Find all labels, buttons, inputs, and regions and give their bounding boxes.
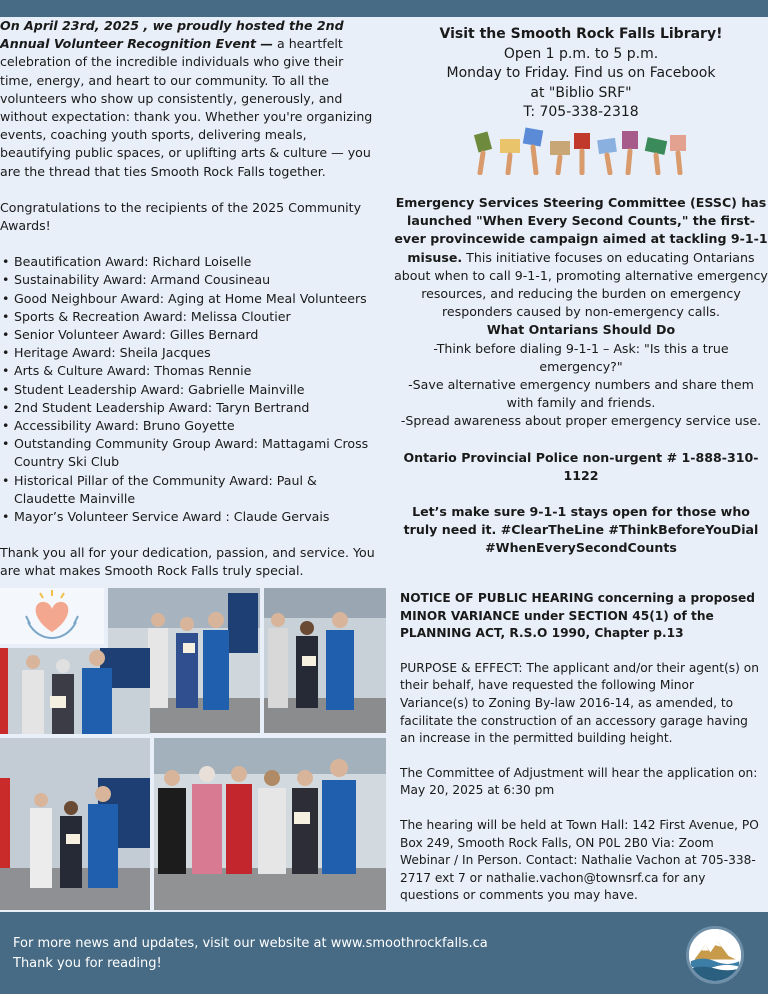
right-column bbox=[394, 17, 768, 903]
town-logo bbox=[686, 926, 744, 984]
photo-group-3 bbox=[0, 648, 150, 734]
essc-section bbox=[394, 194, 768, 558]
thanks-text: Thank you all for your dedication, passion, and service. You are what makes Smooth Rock Falls truly special. bbox=[0, 545, 375, 579]
award-item: • Historical Pillar of the Community Award: Paul & Claudette Mainville bbox=[0, 472, 378, 508]
library-hours: Open 1 p.m. to 5 p.m. bbox=[503, 45, 659, 62]
award-item: • Heritage Award: Sheila Jacques bbox=[0, 344, 378, 362]
intro-text: a heartfelt celebration of the incredible individuals who give their time, energy, and heart to our community. To all the volunteers who show up consistently, generously, and without expectation: thank you. Whether you're organizing events, coaching youth sports, delivering meals, beautifying public spaces, or uplifting arts & culture — you are the thread that ties Smooth Rock Falls together. bbox=[0, 36, 373, 179]
library-title: Visit the Smooth Rock Falls Library! bbox=[439, 26, 723, 42]
heart-hands-icon bbox=[0, 588, 104, 644]
award-item: • Good Neighbour Award: Aging at Home Meal Volunteers bbox=[0, 290, 378, 308]
photo-group-4 bbox=[0, 738, 150, 910]
notice-heading: NOTICE OF PUBLIC HEARING concerning a proposed MINOR VARIANCE under SECTION 45(1) of the PLANNING ACT, R.S.O 1990, Chapter p.13 bbox=[400, 591, 755, 641]
essc-closing: Let’s make sure 9-1-1 stays open for those who truly need it. #ClearTheLine #ThinkBeforeYouDial #WhenEverySecondCounts bbox=[403, 504, 759, 556]
awards-list bbox=[0, 253, 378, 526]
award-item: • Mayor’s Volunteer Service Award : Claude Gervais bbox=[0, 508, 378, 526]
opp-number: Ontario Provincial Police non-urgent # 1-888-310-1122 bbox=[403, 449, 759, 483]
award-item: • Sustainability Award: Armand Cousineau bbox=[0, 271, 378, 289]
hands-holding-books-icon bbox=[466, 127, 696, 175]
public-hearing-notice bbox=[400, 590, 764, 905]
library-days: Monday to Friday. Find us on Facebook bbox=[446, 65, 716, 81]
award-item: • Student Leadership Award: Gabrielle Mainville bbox=[0, 381, 378, 399]
award-item: • Outstanding Community Group Award: Mattagami Cross Country Ski Club bbox=[0, 435, 378, 471]
award-item: • Sports & Recreation Award: Melissa Cloutier bbox=[0, 308, 378, 326]
essc-tip-2: -Save alternative emergency numbers and share them with family and friends. bbox=[408, 377, 754, 411]
essc-lead bbox=[394, 194, 768, 321]
photo-group-5 bbox=[154, 738, 386, 910]
library-facebook: at "Biblio SRF" bbox=[530, 84, 632, 101]
footer-website-line: For more news and updates, visit our website at www.smoothrockfalls.ca bbox=[13, 936, 488, 951]
notice-purpose: PURPOSE & EFFECT: The applicant and/or their agent(s) on their behalf, have requested the following Minor Variance(s) to Zoning By-law 2016-14, as amended, to facilitate the construction of an accessory garage having an increase in the permitted building height. bbox=[400, 660, 759, 746]
photo-group-2 bbox=[264, 588, 386, 733]
intro-paragraph bbox=[0, 17, 378, 181]
award-item: • Accessibility Award: Bruno Goyette bbox=[0, 417, 378, 435]
essc-subheading: What Ontarians Should Do bbox=[486, 322, 676, 338]
essc-lead-bold: Emergency Services Steering Committee (ESSC) has launched "When Every Second Counts," the first-ever provincewide campaign aimed at tackling 9-1-1 misuse. bbox=[394, 195, 768, 265]
photo-collage bbox=[0, 588, 386, 910]
award-item: • 2nd Student Leadership Award: Taryn Bertrand bbox=[0, 399, 378, 417]
notice-committee: The Committee of Adjustment will hear the application on: May 20, 2025 at 6:30 pm bbox=[400, 765, 758, 798]
essc-lead-text: This initiative focuses on educating Ontarians about when to call 9-1-1, promoting alternative emergency resources, and reducing the burden on emergency responders caused by non-emergency calls. bbox=[394, 249, 768, 320]
essc-tip-1: -Think before dialing 9-1-1 – Ask: "Is this a true emergency?" bbox=[433, 340, 729, 374]
library-section bbox=[394, 17, 768, 175]
congrats-text: Congratulations to the recipients of the 2025 Community Awards! bbox=[0, 199, 362, 234]
library-phone: T: 705-338-2318 bbox=[523, 104, 639, 120]
essc-tip-3: -Spread awareness about proper emergency service use. bbox=[400, 413, 762, 429]
footer-thanks-line: Thank you for reading! bbox=[13, 956, 162, 971]
footer-text bbox=[13, 934, 488, 974]
award-item: • Arts & Culture Award: Thomas Rennie bbox=[0, 362, 378, 380]
volunteer-article bbox=[0, 17, 378, 581]
award-item: • Senior Volunteer Award: Gilles Bernard bbox=[0, 326, 378, 344]
notice-hearing: The hearing will be held at Town Hall: 142 First Avenue, PO Box 249, Smooth Rock Falls, ON P0L 2B0 Via: Zoom Webinar / In Person. Contact: Nathalie Vachon at 705-338-2717 ext 7 or nathalie.vachon@townsrf.ca for any questions or comments you may have. bbox=[400, 817, 759, 903]
award-item: • Beautification Award: Richard Loiselle bbox=[0, 253, 378, 271]
footer bbox=[0, 912, 768, 994]
top-banner bbox=[0, 0, 768, 17]
intro-bold: On April 23rd, 2025 , we proudly hosted the 2nd Annual Volunteer Recognition Event — bbox=[0, 18, 344, 52]
